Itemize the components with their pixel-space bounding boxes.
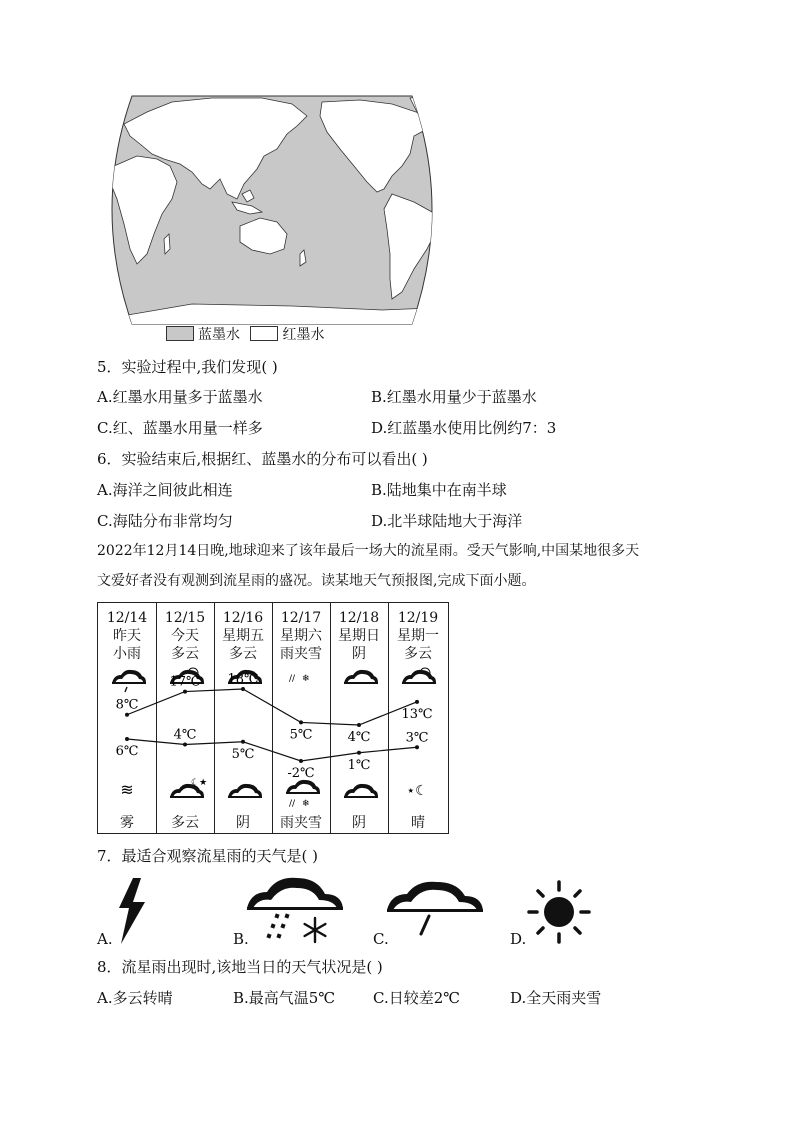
q5-option-b[interactable]: B.红墨水用量少于蓝墨水 (371, 388, 537, 406)
stars-icon: ☾★ (191, 778, 208, 788)
q7-option-b-label: B. (233, 930, 249, 948)
sleet-marks (289, 799, 310, 809)
forecast-date: 12/18 (338, 610, 380, 626)
q7-option-a-label: A. (97, 930, 113, 948)
night-weather-4: 阴 (352, 815, 366, 831)
high-temp-point (183, 690, 187, 694)
clear-night-icon: ⋆☾ (406, 783, 428, 799)
forecast-date: 12/19 (397, 610, 439, 626)
forecast-day-weather: 多云 (171, 646, 199, 662)
q7-option-d-label: D. (510, 930, 527, 948)
high-temp-label: 17℃ (169, 674, 201, 690)
night-weather-3: 雨夹雪 (280, 815, 322, 831)
q7-stem: 7．最适合观察流星雨的天气是( ) (97, 847, 319, 865)
legend-red-swatch (250, 326, 278, 341)
rain-icon (112, 670, 146, 684)
legend-blue-swatch (166, 326, 194, 341)
weather-forecast-table (97, 602, 449, 834)
night-weather-1: 多云 (171, 815, 199, 831)
high-temp-point (125, 713, 129, 717)
forecast-day-label: 星期六 (280, 628, 322, 644)
partly-cloudy-icon (402, 668, 436, 684)
intro-line-1: 2022年12月14日晚,地球迎来了该年最后一场大的流星雨。受天气影响,中国某地很多天 (97, 543, 640, 559)
forecast-date: 12/16 (222, 610, 264, 626)
forecast-day-weather: 雨夹雪 (280, 646, 322, 662)
legend-blue-label: 蓝墨水 (198, 327, 240, 343)
low-temp-point (241, 740, 245, 744)
high-temp-label: 5℃ (289, 727, 313, 743)
sleet-cloud-icon (286, 780, 320, 794)
q5-option-c[interactable]: C.红、蓝墨水用量一样多 (97, 419, 263, 437)
q8-option-b[interactable]: B.最高气温5℃ (233, 989, 336, 1007)
svg-text:❄: ❄ (302, 799, 310, 809)
low-temp-label: 1℃ (347, 757, 371, 773)
high-temp-label: 13℃ (401, 706, 433, 722)
high-temp-label: 8℃ (115, 697, 139, 713)
q8-stem: 8．流星雨出现时,该地当日的天气状况是( ) (97, 958, 383, 976)
q8-option-a[interactable]: A.多云转晴 (97, 989, 173, 1007)
low-temp-point (415, 745, 419, 749)
low-temp-label: 5℃ (231, 746, 255, 762)
q7-option-c-label: C. (373, 930, 389, 948)
night-weather-0: 雾 (120, 815, 134, 831)
low-temp-label: -2℃ (287, 766, 315, 781)
temperature-chart (98, 603, 448, 833)
rain-drop (125, 687, 127, 692)
svg-text://: // (289, 674, 296, 684)
high-temp-point (415, 700, 419, 704)
q5-stem: 5．实验过程中,我们发现( ) (97, 358, 278, 376)
forecast-day-label: 今天 (171, 628, 199, 644)
overcast-icon (228, 784, 262, 798)
overcast-icon (344, 670, 378, 684)
map-legend (166, 325, 324, 345)
high-temp-label: 4℃ (347, 730, 371, 745)
night-weather-5: 晴 (411, 815, 425, 831)
forecast-day-weather: 多云 (229, 646, 257, 662)
q8-option-c[interactable]: C.日较差2℃ (373, 989, 461, 1007)
sleet-icon (245, 874, 345, 944)
high-temp-point (357, 723, 361, 727)
q5-option-d[interactable]: D.红蓝墨水使用比例约7：3 (371, 419, 557, 437)
q6-option-d[interactable]: D.北半球陆地大于海洋 (371, 512, 523, 530)
svg-text:❄: ❄ (302, 674, 310, 684)
high-temp-point (299, 720, 303, 724)
low-temp-label: 3℃ (405, 730, 429, 746)
forecast-date: 12/14 (106, 610, 148, 626)
high-temp-label: 18℃ (227, 672, 259, 687)
low-temp-point (183, 743, 187, 747)
forecast-day-label: 星期日 (338, 628, 380, 644)
forecast-day-weather: 阴 (352, 646, 366, 662)
world-map (92, 94, 452, 326)
q6-stem: 6．实验结束后,根据红、蓝墨水的分布可以看出( ) (97, 450, 428, 468)
q6-option-a[interactable]: A.海洋之间彼此相连 (97, 481, 233, 499)
lightning-icon (111, 878, 151, 944)
forecast-day-label: 星期五 (222, 628, 264, 644)
sun-icon (524, 880, 594, 944)
overcast-icon (344, 784, 378, 798)
fog-icon: ≋ (120, 780, 134, 799)
q6-option-b[interactable]: B.陆地集中在南半球 (371, 481, 507, 499)
low-temp-point (357, 751, 361, 755)
low-temp-point (125, 737, 129, 741)
forecast-day-label: 星期一 (397, 628, 439, 644)
q5-option-a[interactable]: A.红墨水用量多于蓝墨水 (97, 388, 263, 406)
legend-red-label: 红墨水 (282, 327, 325, 343)
sleet-marks (289, 674, 310, 684)
night-weather-2: 阴 (236, 815, 250, 831)
q8-option-d[interactable]: D.全天雨夹雪 (510, 989, 602, 1007)
intro-line-2: 文爱好者没有观测到流星雨的盛况。读某地天气预报图,完成下面小题。 (97, 573, 536, 589)
high-temp-point (241, 687, 245, 691)
high-temp-line (127, 689, 417, 725)
forecast-date: 12/17 (280, 610, 322, 626)
low-temp-label: 6℃ (115, 744, 139, 759)
forecast-day-weather: 多云 (404, 646, 432, 662)
low-temp-point (299, 759, 303, 763)
forecast-day-weather: 小雨 (113, 646, 141, 662)
low-temp-line (127, 739, 417, 761)
forecast-day-label: 昨天 (113, 628, 141, 644)
q6-option-c[interactable]: C.海陆分布非常均匀 (97, 512, 233, 530)
svg-text://: // (289, 799, 296, 809)
forecast-date: 12/15 (164, 610, 206, 626)
low-temp-label: 4℃ (173, 727, 197, 743)
rain-icon (385, 880, 485, 940)
